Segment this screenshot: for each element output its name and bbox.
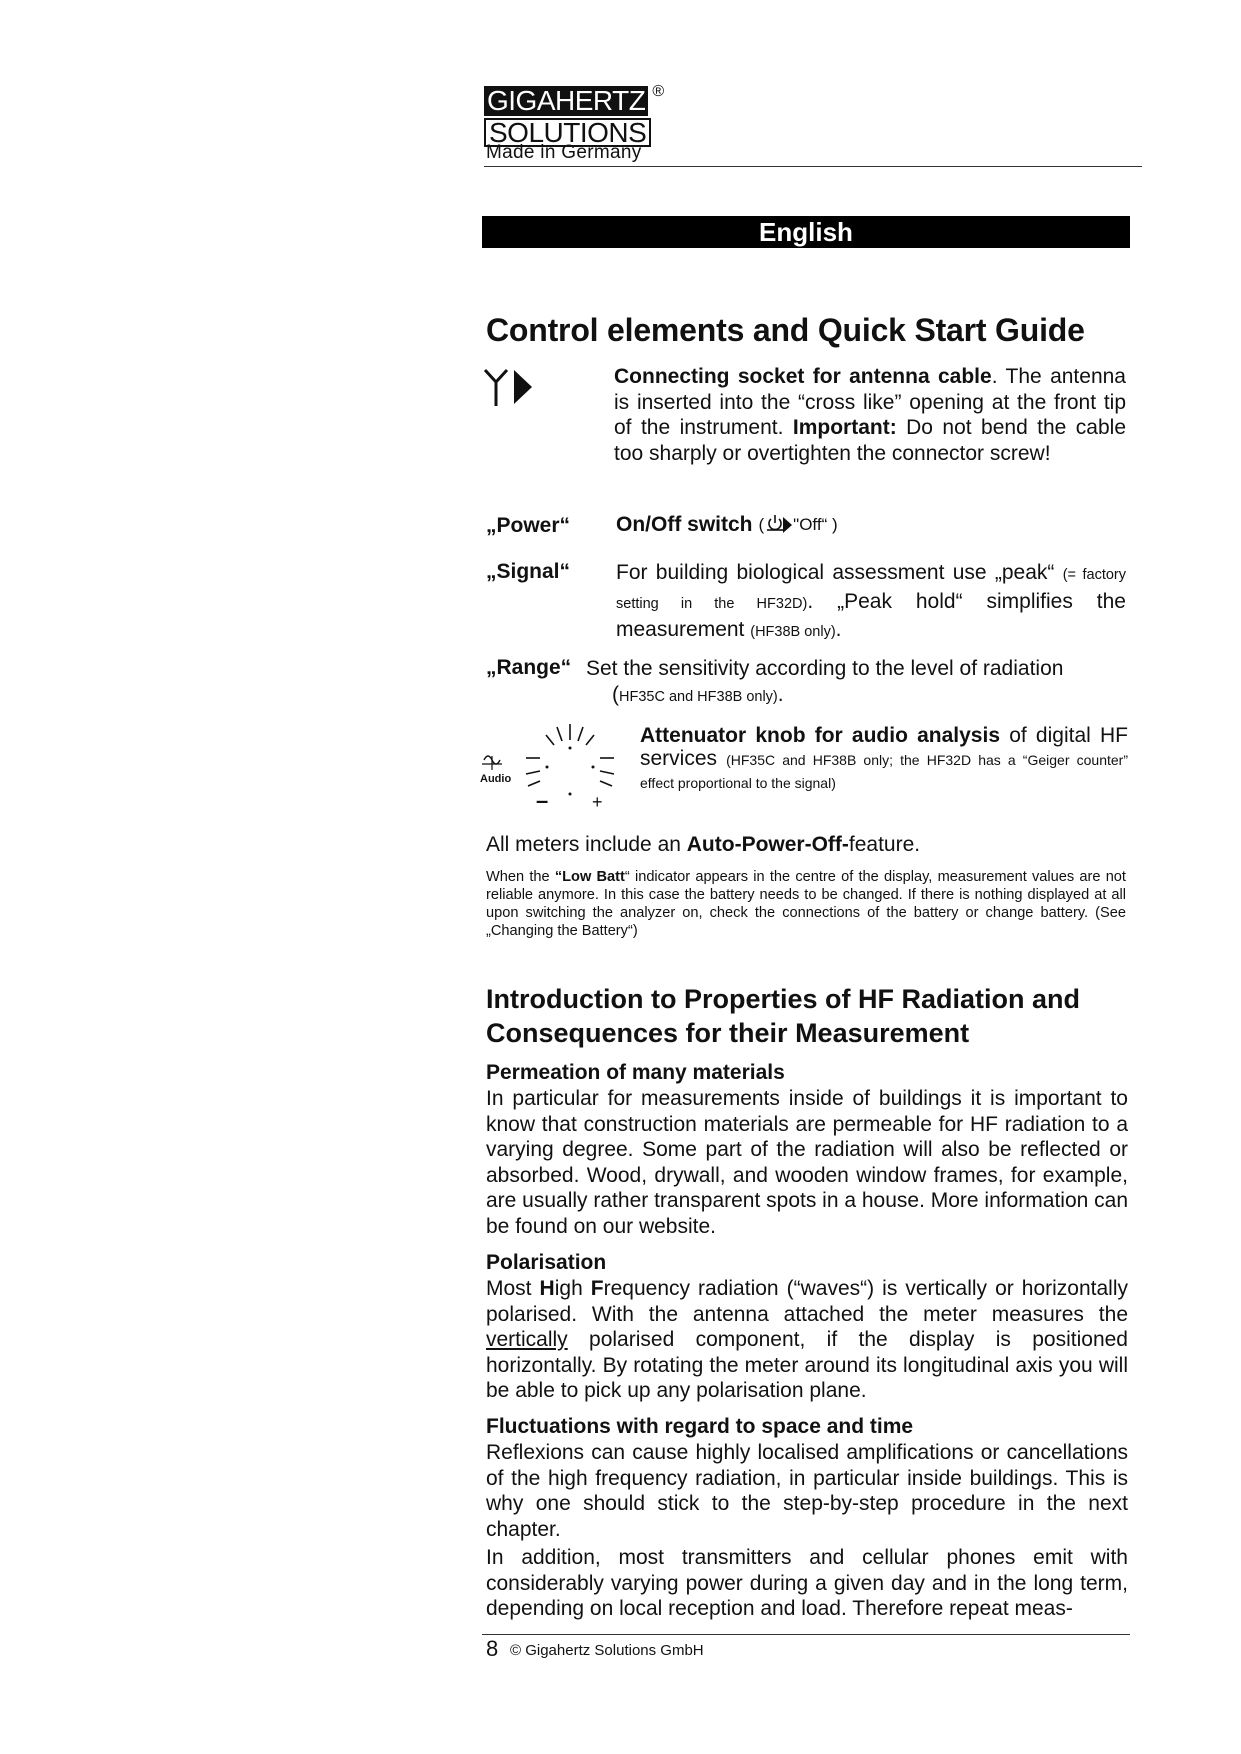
audio-label: Audio <box>480 773 512 785</box>
brand-logo <box>484 83 665 148</box>
signal-description: For building biological assessment use „peak“ (= factory setting in the HF32D). „Peak hold“ simplifies the measurement (HF38B only). <box>616 561 1126 641</box>
page-number: 8 <box>486 1636 499 1661</box>
tagline: Made in Germany <box>486 142 642 163</box>
audio-lead: Attenuator knob for audio analysis <box>640 724 1001 747</box>
on-off-switch-label: On/Off switch <box>616 513 753 536</box>
polarisation-heading: Polarisation <box>486 1251 607 1274</box>
antenna-description: Connecting socket for antenna cable. The antenna is inserted into the “cross like” opening at the front tip of the instrument. Important: Do not bend the cable too sharply or overtighten the connector screw! <box>614 365 1126 465</box>
addition-text: In addition, most transmitters and cellular phones emit with considerably varying power during a given day and in the long term, depending on local reception and load. Therefore repeat meas- <box>486 1546 1128 1620</box>
footer-copyright: © Gigahertz Solutions GmbH <box>510 1642 704 1659</box>
fluctuations-heading: Fluctuations with regard to space and time <box>486 1415 914 1438</box>
footer-divider <box>482 1634 1130 1635</box>
power-label: „Power“ <box>486 514 571 537</box>
permeation-section <box>486 1060 1128 1239</box>
header-divider <box>484 166 1142 167</box>
section-title: Introduction to Properties of HF Radiation and Consequences for their Measurement <box>486 984 1080 1048</box>
range-label: „Range“ <box>486 656 572 679</box>
range-description: Set the sensitivity according to the level of radiation <box>586 657 1064 680</box>
power-switch-icon <box>765 513 793 535</box>
permeation-heading: Permeation of many materials <box>486 1061 785 1084</box>
polarisation-text: Most High Frequency radiation (“waves“) is vertically or horizontally polarised. With the antenna attached the meter measures the vertically polarised component, if the display is positioned horizontally. By rotating the meter around its longitudinal axis you will be able to pick up any polarisation plane. <box>486 1277 1128 1402</box>
page-title: Control elements and Quick Start Guide <box>486 312 1085 348</box>
knob-plus: + <box>592 792 603 812</box>
auto-power-off-note: All meters include an Auto-Power-Off-feature. <box>486 833 921 856</box>
audio-description: Attenuator knob for audio analysis of digital HF services (HF35C and HF38B only; the HF32D has a “Geiger counter” effect proportional to the signal) <box>640 724 1128 791</box>
knob-minus: – <box>536 788 549 813</box>
polarisation-section <box>486 1250 1128 1404</box>
low-batt-note: When the “Low Batt“ indicator appears in the centre of the display, measurement values are not reliable anymore. In this case the battery needs to be changed. If there is nothing displayed at all upon switching the analyzer on, check the connections of the battery or change battery. (See „Changing the Battery“) <box>486 869 1126 939</box>
language-bar: English <box>482 216 1130 248</box>
logo-line2: SOLUTIONS <box>484 118 651 147</box>
logo-line1: GIGAHERTZ <box>484 86 648 116</box>
range-note: (HF35C and HF38B only). <box>612 683 784 706</box>
registered-mark: ® <box>652 83 665 100</box>
antenna-socket-icon <box>482 366 538 410</box>
attenuator-knob-icon <box>478 724 628 814</box>
permeation-text: In particular for measurements inside of buildings it is important to know that construction materials are permeable for HF radiation to a varying degree. Some part of the radiation will also be reflected or absorbed. Wood, drywall, and wooden window frames, for example, are usually rather transparent spots in a house. More information can be found on our website. <box>486 1087 1129 1238</box>
antenna-lead: Connecting socket for antenna cable <box>614 365 992 388</box>
important-label: Important: <box>792 416 897 439</box>
fluctuations-section <box>486 1414 1128 1542</box>
fluctuations-text: Reflexions can cause highly localised amplifications or cancellations of the high frequency radiation, in particular inside buildings. This is why one should stick to the step-by-step procedure in the next chapter. <box>486 1441 1128 1541</box>
power-description: On/Off switch ( "Off“ ) <box>616 513 838 536</box>
signal-label: „Signal“ <box>486 560 571 583</box>
